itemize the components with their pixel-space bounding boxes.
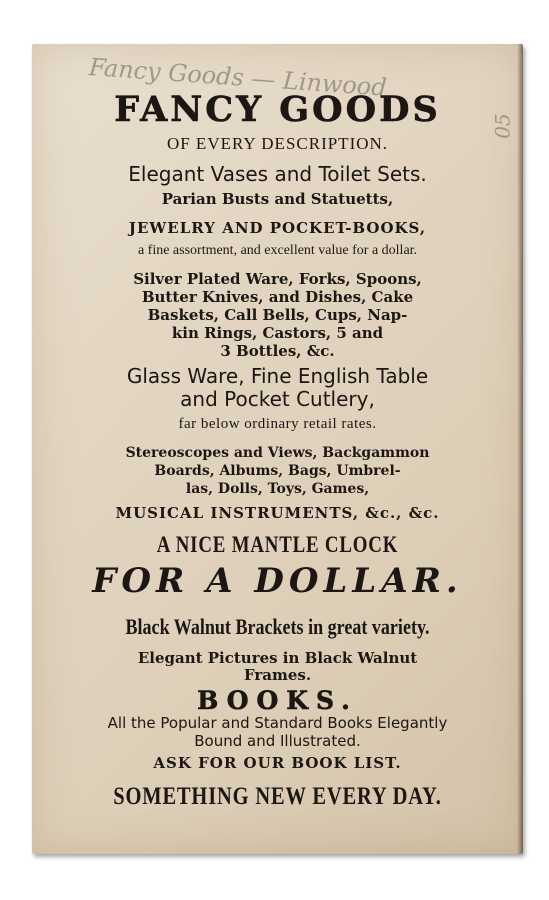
line-stereoscopes-2: Boards, Albums, Bags, Umbrel-: [154, 463, 401, 479]
line-books-2: Bound and Illustrated.: [194, 732, 361, 750]
line-musical: MUSICAL INSTRUMENTS, &c., &c.: [115, 504, 440, 522]
line-silver-3: Baskets, Call Bells, Cups, Nap-: [147, 306, 408, 324]
subheadline: OF EVERY DESCRIPTION.: [166, 134, 389, 153]
line-parian: Parian Busts and Statuetts,: [161, 190, 394, 208]
line-stereoscopes-1: Stereoscopes and Views, Backgammon: [125, 445, 430, 461]
line-pictures-2: Frames.: [243, 666, 312, 684]
line-book-list: ASK FOR OUR BOOK LIST.: [153, 754, 402, 772]
line-glass-1: Glass Ware, Fine English Table: [126, 364, 429, 388]
line-pictures-1: Elegant Pictures in Black Walnut: [137, 649, 418, 667]
headline-fancy-goods: FANCY GOODS: [114, 89, 441, 130]
trade-card: [32, 44, 523, 854]
pencil-number: 05: [490, 113, 515, 139]
line-stereoscopes-3: las, Dolls, Toys, Games,: [185, 481, 370, 497]
line-assortment: a fine assortment, and excellent value for a dollar.: [137, 243, 418, 258]
line-vases: Elegant Vases and Toilet Sets.: [128, 162, 427, 186]
line-silver-4: kin Rings, Castors, 5 and: [171, 324, 384, 342]
line-mantle-clock: A NICE MANTLE CLOCK: [156, 532, 399, 557]
line-silver-5: 3 Bottles, &c.: [220, 342, 335, 360]
line-silver-2: Butter Knives, and Dishes, Cake: [141, 288, 414, 306]
line-books-1: All the Popular and Standard Books Elegantly: [107, 714, 448, 732]
line-silver-1: Silver Plated Ware, Forks, Spoons,: [133, 270, 422, 288]
line-walnut-brackets: Black Walnut Brackets in great variety.: [125, 614, 430, 639]
line-jewelry: JEWELRY AND POCKET-BOOKS,: [128, 219, 427, 237]
line-retail-rates: far below ordinary retail rates.: [178, 416, 377, 432]
headline-books: BOOKS.: [197, 686, 358, 715]
line-for-a-dollar: FOR A DOLLAR.: [92, 561, 463, 601]
line-something-new: SOMETHING NEW EVERY DAY.: [113, 783, 442, 810]
pencil-annotation: Fancy Goods — Linwood: [88, 53, 388, 102]
line-glass-2: and Pocket Cutlery,: [180, 387, 375, 411]
